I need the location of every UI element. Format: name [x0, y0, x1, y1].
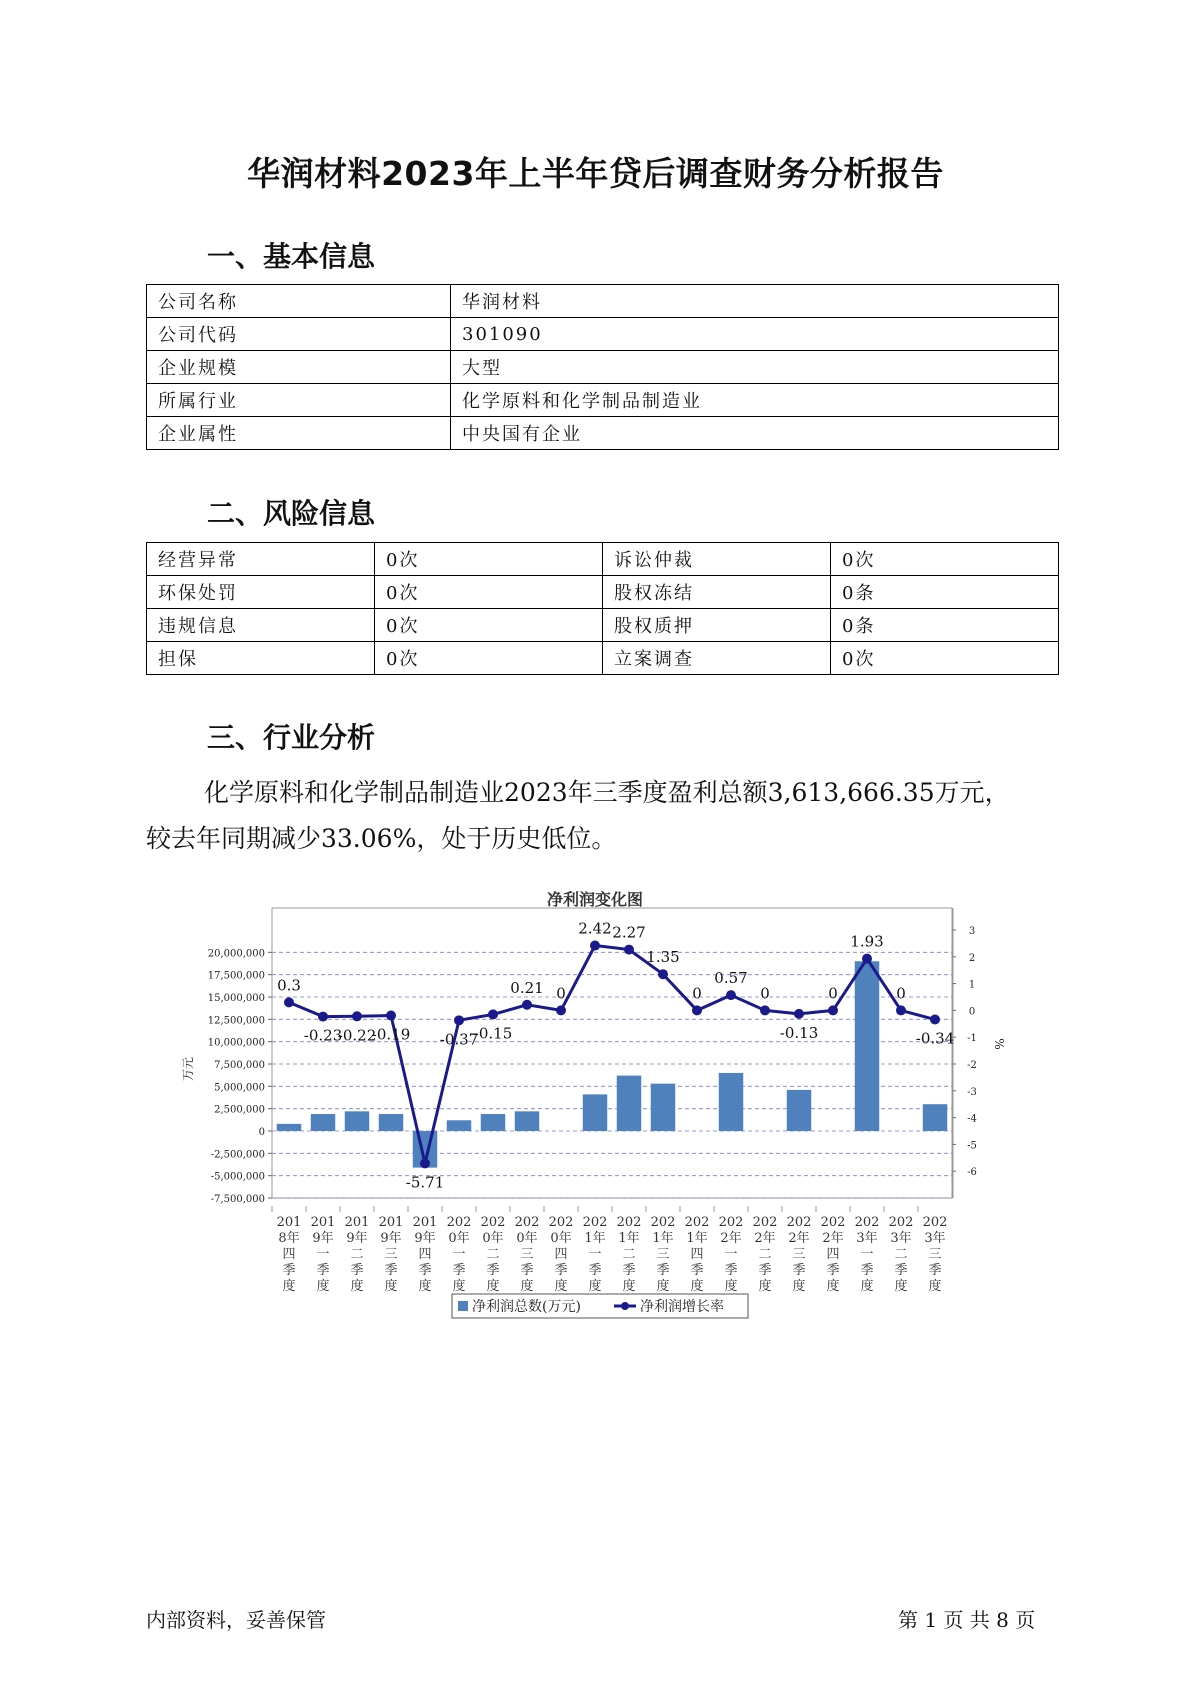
risk-label: 诉讼仲裁: [603, 543, 831, 576]
x-tick-label: 季: [486, 1263, 500, 1278]
legend-bar-swatch: [458, 1301, 468, 1311]
x-tick-label: 季: [554, 1263, 568, 1278]
x-tick-label: 202: [616, 1215, 642, 1230]
chart-title: 净利润变化图: [546, 890, 644, 909]
growth-point: [760, 1005, 770, 1015]
growth-point: [420, 1158, 430, 1168]
basic-info-value: 大型: [451, 351, 1059, 384]
growth-point: [556, 1005, 566, 1015]
x-tick-label: 一: [860, 1247, 874, 1262]
basic-info-row: [147, 384, 1059, 417]
bar: [583, 1094, 607, 1131]
basic-info-label: 企业属性: [147, 417, 451, 450]
x-tick-label: 2年: [822, 1231, 844, 1246]
x-tick-label: 2年: [788, 1231, 810, 1246]
x-tick-label: 201: [344, 1215, 370, 1230]
y2-tick-label: 1: [968, 979, 976, 991]
x-tick-label: 201: [310, 1215, 336, 1230]
x-tick-label: 202: [854, 1215, 880, 1230]
x-tick-label: 0年: [448, 1231, 470, 1246]
risk-label: 经营异常: [147, 543, 375, 576]
basic-info-value: 华润材料: [451, 285, 1059, 318]
legend-bar-label: 净利润总数(万元): [472, 1299, 581, 1315]
growth-point: [590, 941, 600, 951]
growth-point: [794, 1009, 804, 1019]
y-tick-label: -2,500,000: [210, 1149, 265, 1161]
x-tick-label: 2年: [754, 1231, 776, 1246]
x-tick-label: 2年: [720, 1231, 742, 1246]
x-tick-label: 二: [350, 1247, 364, 1262]
basic-info-value: 中央国有企业: [451, 417, 1059, 450]
x-tick-label: 度: [860, 1279, 874, 1294]
basic-info-value: 301090: [451, 318, 1059, 351]
data-label: 0: [828, 984, 838, 1003]
x-tick-label: 3年: [924, 1231, 946, 1246]
x-tick-label: 一: [724, 1247, 738, 1262]
x-tick-label: 四: [554, 1247, 568, 1262]
x-tick-label: 度: [350, 1279, 364, 1294]
data-label: 0: [760, 984, 770, 1003]
x-tick-label: 202: [548, 1215, 574, 1230]
x-tick-label: 度: [452, 1279, 466, 1294]
x-tick-label: 度: [724, 1279, 738, 1294]
x-tick-label: 202: [922, 1215, 948, 1230]
x-tick-label: 度: [418, 1279, 432, 1294]
data-label: -0.34: [915, 1029, 955, 1048]
risk-info-row: [147, 543, 1059, 576]
x-tick-label: 度: [554, 1279, 568, 1294]
y2-tick-label: -5: [967, 1140, 977, 1152]
x-tick-label: 9年: [380, 1231, 402, 1246]
section-heading-industry: 三、行业分析: [207, 721, 376, 754]
risk-label: 担保: [147, 642, 375, 675]
data-label: -5.71: [405, 1173, 445, 1192]
x-tick-label: 202: [786, 1215, 812, 1230]
basic-info-label: 企业规模: [147, 351, 451, 384]
x-tick-label: 3年: [856, 1231, 878, 1246]
growth-point: [896, 1005, 906, 1015]
x-tick-label: 季: [622, 1263, 636, 1278]
risk-value: 0次: [375, 543, 603, 576]
risk-info-row: [147, 642, 1059, 675]
bar: [379, 1114, 403, 1131]
x-tick-label: 度: [316, 1279, 330, 1294]
x-tick-label: 三: [520, 1247, 534, 1262]
basic-info-label: 公司代码: [147, 318, 451, 351]
y-tick-label: -5,000,000: [210, 1171, 265, 1183]
x-tick-label: 季: [316, 1263, 330, 1278]
x-tick-label: 季: [282, 1263, 296, 1278]
x-tick-label: 三: [792, 1247, 806, 1262]
x-tick-label: 季: [384, 1263, 398, 1278]
x-tick-label: 度: [656, 1279, 670, 1294]
y-tick-label: 17,500,000: [207, 970, 265, 982]
x-tick-label: 季: [418, 1263, 432, 1278]
basic-info-table: [146, 284, 1059, 450]
growth-point: [386, 1010, 396, 1020]
growth-point: [284, 997, 294, 1007]
growth-point: [828, 1005, 838, 1015]
x-tick-label: 三: [928, 1247, 942, 1262]
growth-point: [318, 1012, 328, 1022]
data-label: -0.15: [473, 1024, 513, 1043]
x-tick-label: 季: [588, 1263, 602, 1278]
bar: [923, 1104, 947, 1131]
x-tick-label: 季: [826, 1263, 840, 1278]
data-label: 0.3: [277, 976, 301, 995]
risk-value: 0次: [831, 543, 1059, 576]
x-tick-label: 四: [282, 1247, 296, 1262]
growth-point: [862, 954, 872, 964]
y2-tick-label: 2: [968, 952, 976, 964]
x-tick-label: 度: [520, 1279, 534, 1294]
x-tick-label: 季: [758, 1263, 772, 1278]
x-tick-label: 202: [888, 1215, 914, 1230]
x-tick-label: 二: [894, 1247, 908, 1262]
industry-line-2: 较去年同期减少33.06%，处于历史低位。: [146, 824, 617, 853]
chart-svg: [0, 880, 1191, 1340]
y-tick-label: 7,500,000: [214, 1060, 265, 1071]
bar: [311, 1114, 335, 1131]
y-tick-label: 0: [258, 1127, 265, 1138]
bar: [447, 1120, 471, 1131]
section-heading-basic: 一、基本信息: [207, 240, 376, 273]
basic-info-label: 所属行业: [147, 384, 451, 417]
risk-label: 立案调查: [603, 642, 831, 675]
x-tick-label: 度: [928, 1279, 942, 1294]
industry-line-1: 化学原料和化学制品制造业2023年三季度盈利总额3,613,666.35万元，: [204, 778, 1010, 807]
footer-left: 内部资料，妥善保管: [146, 1608, 326, 1632]
data-label: 0.57: [714, 969, 748, 988]
y2-tick-label: 0: [968, 1006, 976, 1018]
data-label: -0.19: [371, 1025, 411, 1044]
growth-point: [624, 945, 634, 955]
x-tick-label: 一: [588, 1247, 602, 1262]
risk-value: 0次: [375, 642, 603, 675]
x-tick-label: 季: [724, 1263, 738, 1278]
risk-label: 环保处罚: [147, 576, 375, 609]
y-tick-label: 10,000,000: [207, 1037, 265, 1049]
x-tick-label: 9年: [312, 1231, 334, 1246]
net-profit-chart: [0, 880, 1191, 1340]
x-tick-label: 季: [894, 1263, 908, 1278]
growth-point: [522, 1000, 532, 1010]
basic-info-row: [147, 351, 1059, 384]
x-tick-label: 度: [894, 1279, 908, 1294]
legend-line-marker: [621, 1302, 629, 1310]
bar: [651, 1084, 675, 1131]
x-tick-label: 三: [656, 1247, 670, 1262]
x-tick-label: 二: [622, 1247, 636, 1262]
risk-value: 0条: [831, 609, 1059, 642]
x-tick-label: 202: [684, 1215, 710, 1230]
data-label: 0: [692, 984, 702, 1003]
data-label: -0.23: [303, 1026, 343, 1045]
x-tick-label: 三: [384, 1247, 398, 1262]
y-tick-label: 2,500,000: [214, 1104, 265, 1116]
risk-label: 股权质押: [603, 609, 831, 642]
x-tick-label: 9年: [346, 1231, 368, 1246]
x-tick-label: 202: [650, 1215, 676, 1230]
risk-value: 0次: [831, 642, 1059, 675]
x-tick-label: 季: [860, 1263, 874, 1278]
x-tick-label: 202: [514, 1215, 540, 1230]
risk-info-table: [146, 542, 1059, 675]
x-tick-label: 季: [350, 1263, 364, 1278]
industry-analysis-text: [146, 770, 1066, 862]
risk-value: 0条: [831, 576, 1059, 609]
x-tick-label: 1年: [686, 1231, 708, 1246]
data-label: 0: [896, 984, 906, 1003]
growth-point: [692, 1005, 702, 1015]
x-tick-label: 202: [480, 1215, 506, 1230]
plot-area-border: [272, 908, 955, 1198]
x-tick-label: 四: [826, 1247, 840, 1262]
y2-tick-label: 3: [968, 926, 976, 937]
x-tick-label: 度: [622, 1279, 636, 1294]
x-tick-label: 0年: [550, 1231, 572, 1246]
x-tick-label: 度: [486, 1279, 500, 1294]
basic-info-row: [147, 417, 1059, 450]
basic-info-value: 化学原料和化学制品制造业: [451, 384, 1059, 417]
y-tick-label: 5,000,000: [214, 1082, 265, 1094]
y2-tick-label: -1: [967, 1033, 977, 1045]
x-tick-label: 季: [690, 1263, 704, 1278]
bar: [277, 1124, 301, 1131]
y2-tick-label: -4: [967, 1113, 977, 1125]
growth-point: [488, 1009, 498, 1019]
data-label: 0: [556, 984, 566, 1003]
growth-point: [352, 1011, 362, 1021]
x-tick-label: 202: [446, 1215, 472, 1230]
data-label: 1.35: [646, 948, 680, 967]
x-tick-label: 201: [378, 1215, 404, 1230]
risk-label: 违规信息: [147, 609, 375, 642]
y-axis-label: 万元: [181, 1056, 195, 1082]
y2-axis-label: %: [992, 1038, 1006, 1050]
x-tick-label: 度: [690, 1279, 704, 1294]
growth-point: [930, 1015, 940, 1025]
x-tick-label: 0年: [516, 1231, 538, 1246]
x-tick-label: 度: [758, 1279, 772, 1294]
x-tick-label: 度: [792, 1279, 806, 1294]
section-heading-risk: 二、风险信息: [207, 497, 376, 530]
risk-info-row: [147, 609, 1059, 642]
bar: [787, 1090, 811, 1131]
bar: [515, 1111, 539, 1131]
y2-tick-label: -6: [967, 1167, 977, 1179]
x-tick-label: 季: [792, 1263, 806, 1278]
basic-info-label: 公司名称: [147, 285, 451, 318]
x-tick-label: 8年: [278, 1231, 300, 1246]
x-tick-label: 四: [418, 1247, 432, 1262]
data-label: 1.93: [850, 932, 884, 951]
x-tick-label: 1年: [584, 1231, 606, 1246]
data-label: 0.21: [510, 978, 544, 997]
x-tick-label: 202: [582, 1215, 608, 1230]
x-tick-label: 3年: [890, 1231, 912, 1246]
growth-point: [726, 990, 736, 1000]
x-tick-label: 1年: [652, 1231, 674, 1246]
data-label: -0.13: [779, 1023, 819, 1042]
bar: [719, 1073, 743, 1131]
y-tick-label: 15,000,000: [207, 993, 265, 1004]
risk-value: 0次: [375, 609, 603, 642]
growth-point: [454, 1015, 464, 1025]
x-tick-label: 度: [384, 1279, 398, 1294]
y-tick-label: 12,500,000: [207, 1015, 265, 1027]
data-label: -0.22: [337, 1026, 377, 1045]
page-title: 华润材料2023年上半年贷后调查财务分析报告: [247, 154, 944, 193]
x-tick-label: 四: [690, 1247, 704, 1262]
data-label: 2.42: [578, 919, 612, 938]
basic-info-row: [147, 285, 1059, 318]
x-tick-label: 季: [928, 1263, 942, 1278]
x-tick-label: 201: [412, 1215, 438, 1230]
x-tick-label: 二: [486, 1247, 500, 1262]
y-tick-label: 20,000,000: [207, 948, 265, 960]
y2-tick-label: -3: [967, 1086, 977, 1098]
x-tick-label: 1年: [618, 1231, 640, 1246]
bar: [481, 1114, 505, 1131]
x-tick-label: 季: [656, 1263, 670, 1278]
y2-tick-label: -2: [967, 1060, 977, 1071]
basic-info-row: [147, 318, 1059, 351]
risk-label: 股权冻结: [603, 576, 831, 609]
y-tick-label: -7,500,000: [210, 1194, 265, 1205]
x-tick-label: 度: [826, 1279, 840, 1294]
risk-value: 0次: [375, 576, 603, 609]
growth-point: [658, 969, 668, 979]
footer-page-number: 第 1 页 共 8 页: [898, 1608, 1036, 1632]
x-tick-label: 二: [758, 1247, 772, 1262]
bar: [345, 1111, 369, 1131]
bar: [855, 961, 879, 1131]
bar: [617, 1076, 641, 1131]
x-tick-label: 9年: [414, 1231, 436, 1246]
x-tick-label: 202: [820, 1215, 846, 1230]
x-tick-label: 201: [276, 1215, 302, 1230]
x-tick-label: 202: [752, 1215, 778, 1230]
x-tick-label: 度: [588, 1279, 602, 1294]
x-tick-label: 季: [452, 1263, 466, 1278]
x-tick-label: 一: [316, 1247, 330, 1262]
x-tick-label: 季: [520, 1263, 534, 1278]
x-tick-label: 202: [718, 1215, 744, 1230]
data-label: 2.27: [612, 923, 646, 942]
legend-line-label: 净利润增长率: [640, 1299, 724, 1315]
data-label: -0.37: [439, 1030, 479, 1049]
x-tick-label: 一: [452, 1247, 466, 1262]
x-tick-label: 度: [282, 1279, 296, 1294]
x-tick-label: 0年: [482, 1231, 504, 1246]
risk-info-row: [147, 576, 1059, 609]
